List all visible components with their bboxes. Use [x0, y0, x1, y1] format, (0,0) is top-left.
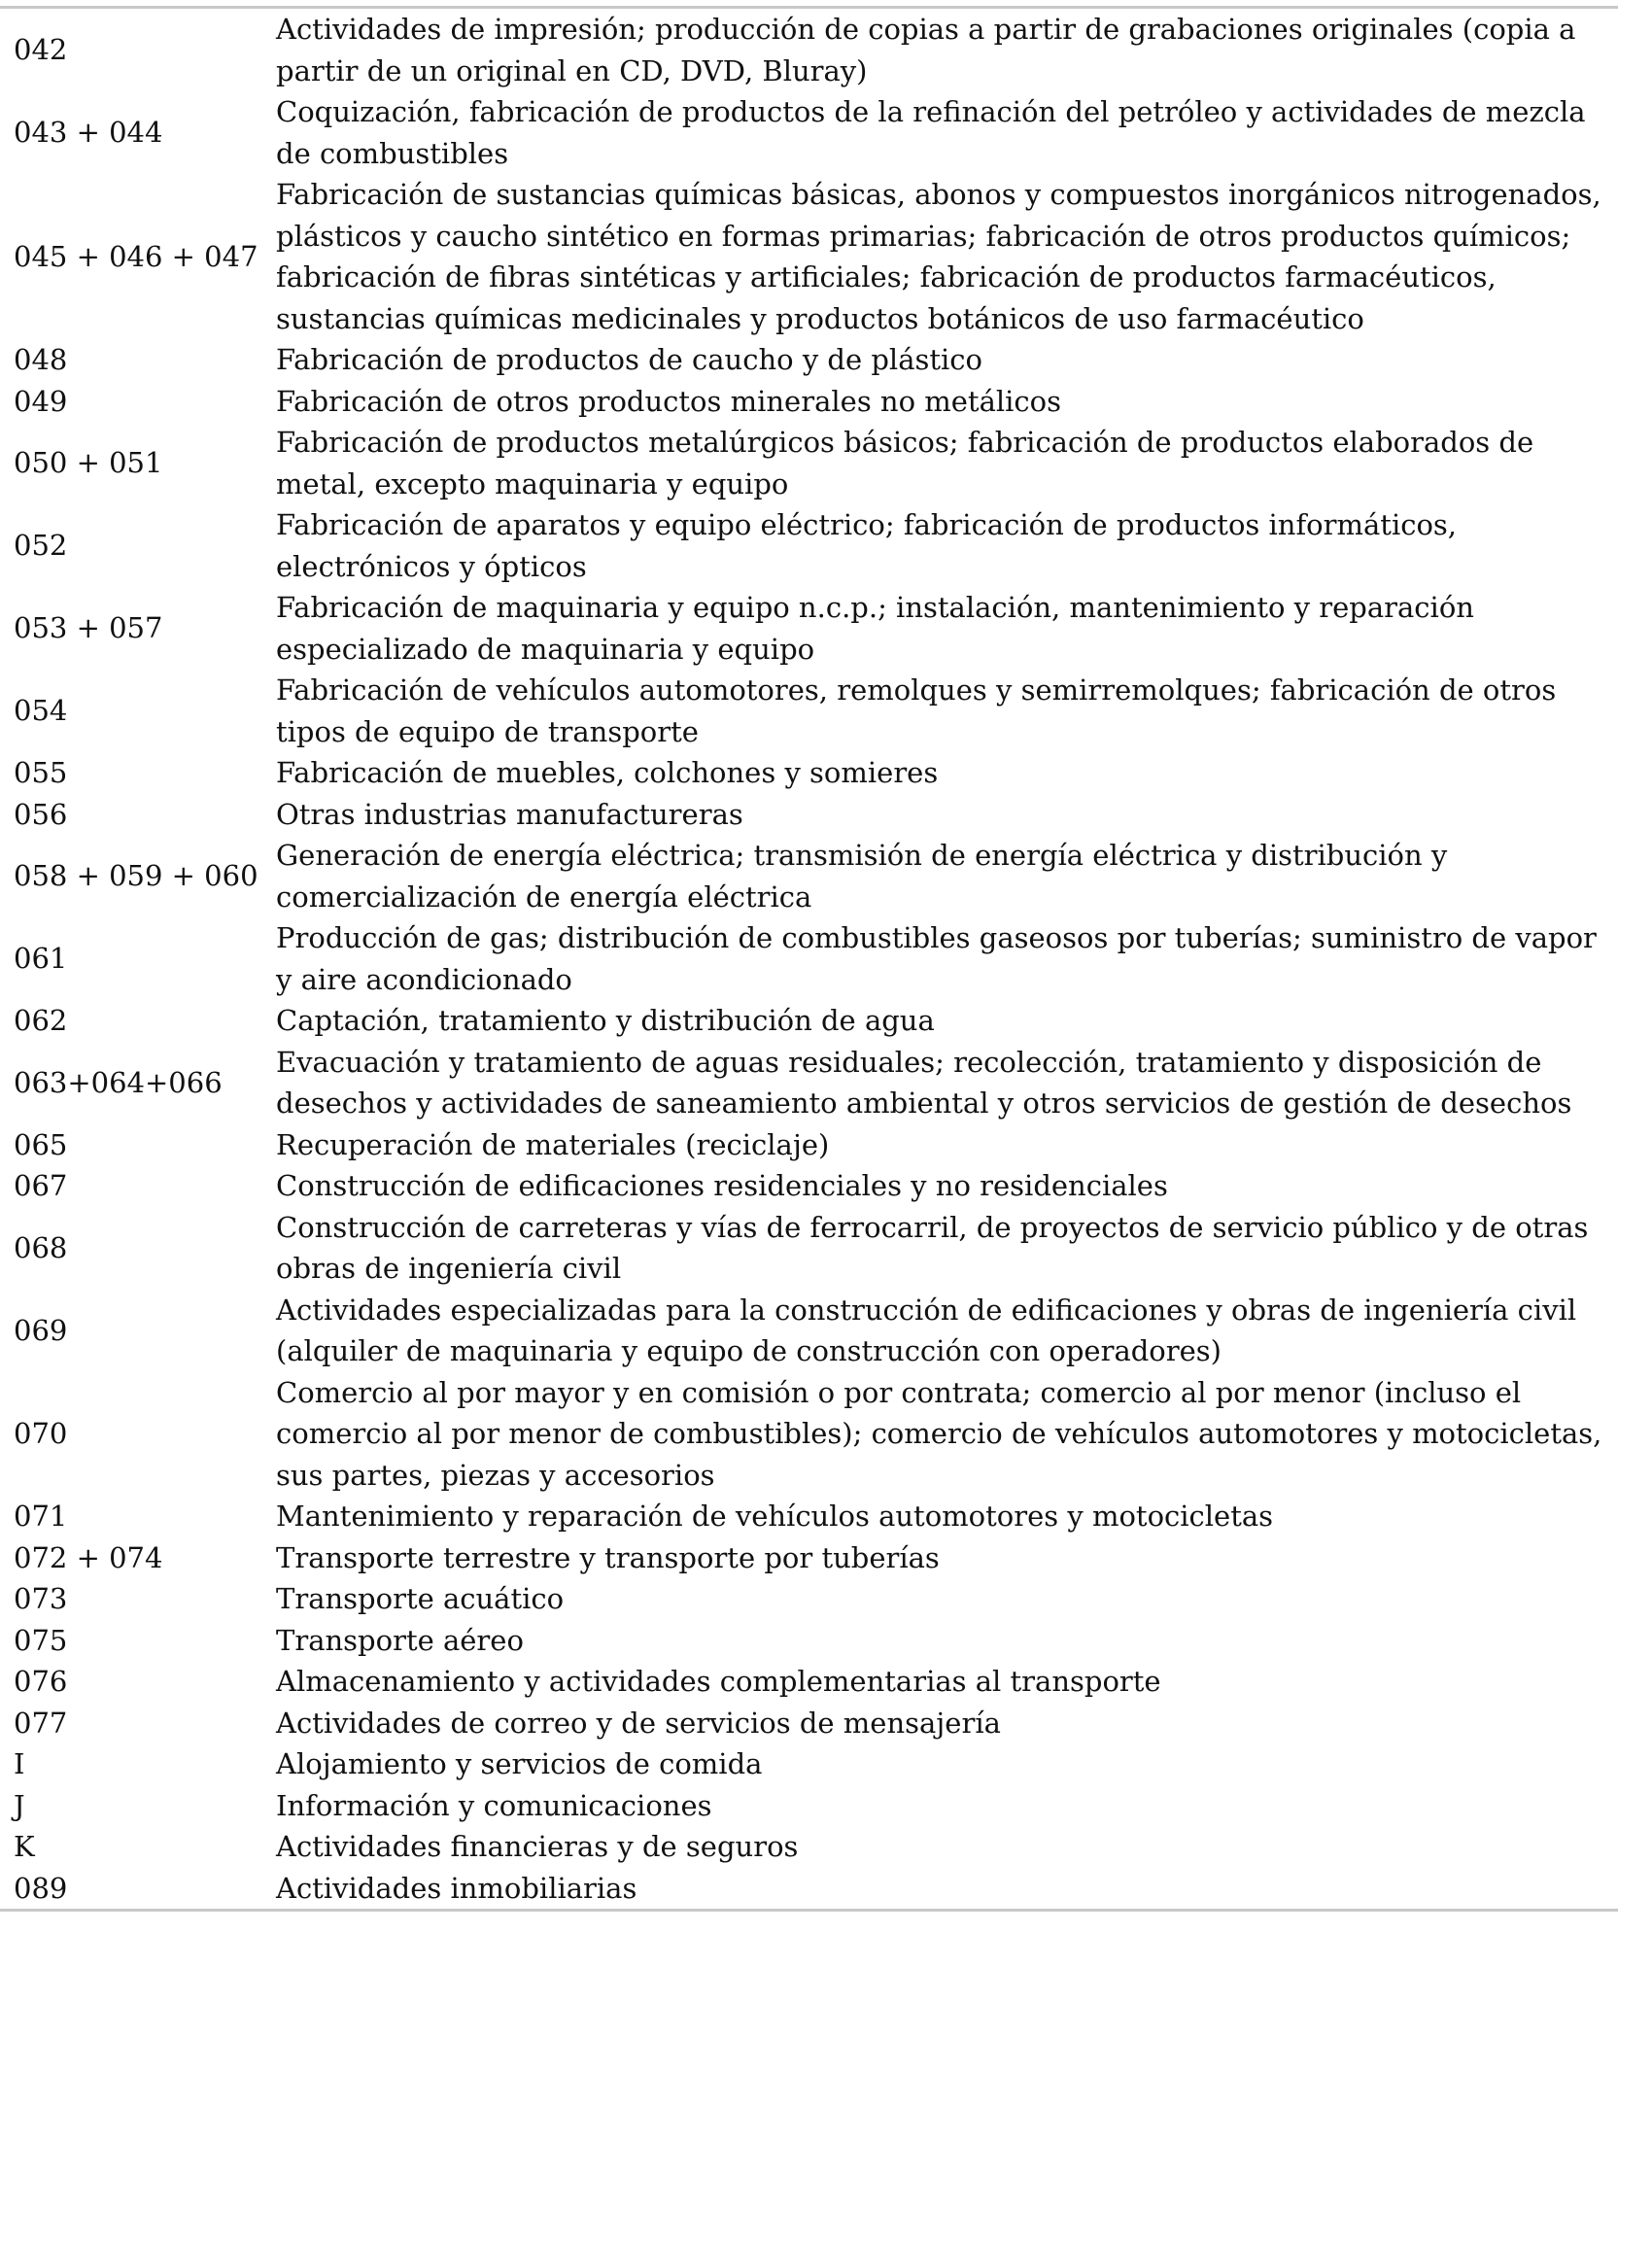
table-row — [0, 1165, 1618, 1207]
table-row — [0, 1620, 1618, 1662]
activity-description: Evacuación y tratamiento de aguas residuales; recolección, tratamiento y disposición de desechos y actividades de saneamiento ambiental y otros servicios de gestión de desechos — [276, 1045, 1572, 1120]
activity-description: Fabricación de muebles, colchones y somieres — [276, 756, 939, 789]
activity-description: Actividades inmobiliarias — [276, 1871, 637, 1905]
table-row — [0, 1496, 1618, 1537]
activity-code: 065 — [14, 1127, 68, 1161]
activity-description: Construcción de carreteras y vías de ferrocarril, de proyectos de servicio público y de otras obras de ingeniería civil — [276, 1210, 1589, 1285]
activity-description: Información y comunicaciones — [276, 1788, 712, 1822]
activity-description: Transporte acuático — [276, 1582, 565, 1615]
table-row — [0, 9, 1618, 91]
activity-code: 071 — [14, 1500, 68, 1533]
table-row — [0, 1661, 1618, 1703]
table-row — [0, 1578, 1618, 1620]
activity-description: Coquización, fabricación de productos de la refinación del petróleo y actividades de mezcla de combustibles — [276, 95, 1586, 170]
activity-description: Recuperación de materiales (reciclaje) — [276, 1127, 830, 1161]
activity-description: Fabricación de vehículos automotores, remolques y semirremolques; fabricación de otros tipos de equipo de transporte — [276, 673, 1557, 748]
activity-code: 072 + 074 — [14, 1540, 163, 1574]
table-row — [0, 1537, 1618, 1579]
activity-description: Transporte aéreo — [276, 1623, 524, 1657]
activity-description: Transporte terrestre y transporte por tuberías — [276, 1540, 940, 1574]
activity-description: Almacenamiento y actividades complementarias al transporte — [276, 1665, 1161, 1698]
activity-code: 049 — [14, 384, 68, 418]
activity-code: 048 — [14, 343, 68, 376]
activity-code: 073 — [14, 1582, 68, 1615]
activity-code: 056 — [14, 797, 68, 831]
activity-description: Actividades especializadas para la construcción de edificaciones y obras de ingeniería civil (alquiler de maquinaria y equipo de construcción con operadores) — [276, 1293, 1577, 1367]
activity-code: 052 — [14, 529, 68, 563]
activity-code: 053 + 057 — [14, 611, 163, 645]
table-row — [0, 381, 1618, 423]
activity-code-table — [0, 9, 1618, 1909]
activity-description: Otras industrias manufactureras — [276, 797, 743, 831]
activity-description: Actividades financieras y de seguros — [276, 1830, 799, 1863]
activity-description: Mantenimiento y reparación de vehículos automotores y motocicletas — [276, 1500, 1274, 1533]
activity-code: 042 — [14, 33, 68, 67]
bottom-rule — [0, 1909, 1618, 1912]
table-row — [0, 1868, 1618, 1910]
activity-code: 050 + 051 — [14, 446, 163, 480]
activity-code: 070 — [14, 1417, 68, 1450]
activity-code: 055 — [14, 756, 68, 789]
activity-code: K — [14, 1830, 35, 1863]
table-row — [0, 1785, 1618, 1827]
table-row — [0, 1042, 1618, 1124]
activity-code: I — [14, 1747, 25, 1780]
table-row — [0, 1290, 1618, 1372]
activity-description: Fabricación de productos metalúrgicos básicos; fabricación de productos elaborados de metal, excepto maquinaria y equipo — [276, 426, 1534, 500]
table-row — [0, 422, 1618, 504]
table-row — [0, 504, 1618, 587]
table-row — [0, 1826, 1618, 1868]
table-row — [0, 91, 1618, 174]
table-row — [0, 174, 1618, 339]
activity-description: Construcción de edificaciones residenciales y no residenciales — [276, 1169, 1168, 1202]
table-row — [0, 1703, 1618, 1744]
activity-description: Alojamiento y servicios de comida — [276, 1747, 763, 1780]
table-row — [0, 794, 1618, 836]
activity-code: 089 — [14, 1871, 68, 1905]
activity-code: 076 — [14, 1665, 68, 1698]
table-body — [0, 9, 1618, 1909]
table-row — [0, 1124, 1618, 1166]
table-row — [0, 917, 1618, 1000]
activity-description: Generación de energía eléctrica; transmisión de energía eléctrica y distribución y comercialización de energía eléctrica — [276, 839, 1448, 914]
activity-description: Producción de gas; distribución de combustibles gaseosos por tuberías; suministro de vapor y aire acondicionado — [276, 921, 1597, 996]
table-row — [0, 339, 1618, 381]
table-row — [0, 1000, 1618, 1042]
table-row — [0, 1743, 1618, 1785]
table-row — [0, 670, 1618, 752]
activity-code: 077 — [14, 1706, 68, 1740]
activity-code: 063+064+066 — [14, 1065, 223, 1099]
activity-code: 058 + 059 + 060 — [14, 859, 258, 893]
table-row — [0, 835, 1618, 917]
activity-code: J — [14, 1788, 25, 1822]
activity-description: Fabricación de sustancias químicas básicas, abonos y compuestos inorgánicos nitrogenados, plásticos y caucho sintético en formas primarias; fabricación de otros productos químicos; fabricación de fibras sintéticas y artificiales; fabricación de productos farmacéuticos, sustancias químicas medicinales y productos botánicos de uso farmacéutico — [276, 178, 1601, 335]
table-row — [0, 1207, 1618, 1290]
activity-code: 075 — [14, 1623, 68, 1657]
activity-code: 061 — [14, 942, 68, 976]
activity-code: 043 + 044 — [14, 116, 163, 150]
activity-description: Fabricación de aparatos y equipo eléctrico; fabricación de productos informáticos, electrónicos y ópticos — [276, 508, 1458, 583]
table-row — [0, 1372, 1618, 1497]
activity-table — [0, 6, 1618, 1912]
activity-code: 054 — [14, 694, 68, 728]
activity-description: Fabricación de maquinaria y equipo n.c.p.; instalación, mantenimiento y reparación especializado de maquinaria y equipo — [276, 591, 1474, 666]
table-row — [0, 587, 1618, 670]
activity-code: 062 — [14, 1004, 68, 1037]
activity-description: Actividades de impresión; producción de copias a partir de grabaciones originales (copia a partir de un original en CD, DVD, Bluray) — [276, 13, 1576, 87]
activity-description: Fabricación de productos de caucho y de plástico — [276, 343, 983, 376]
activity-description: Captación, tratamiento y distribución de agua — [276, 1004, 935, 1037]
activity-code: 068 — [14, 1230, 68, 1264]
activity-description: Actividades de correo y de servicios de mensajería — [276, 1706, 1001, 1740]
activity-code: 067 — [14, 1169, 68, 1202]
activity-code: 069 — [14, 1313, 68, 1347]
table-row — [0, 752, 1618, 794]
activity-code: 045 + 046 + 047 — [14, 239, 258, 273]
activity-description: Comercio al por mayor y en comisión o por contrata; comercio al por menor (incluso el comercio al por menor de combustibles); comercio de vehículos automotores y motocicletas, sus partes, piezas y accesorios — [276, 1375, 1602, 1492]
activity-description: Fabricación de otros productos minerales no metálicos — [276, 384, 1062, 418]
